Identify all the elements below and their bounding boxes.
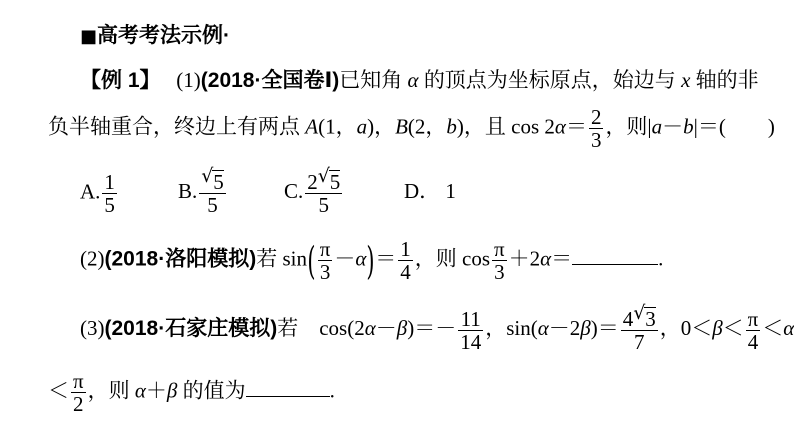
beta-symbol: β [396,315,408,340]
fraction-two-thirds [589,106,604,151]
option-label: B. [178,178,198,203]
option-a-fraction [102,171,117,216]
section-heading [80,25,230,46]
q3-line-2 [48,370,335,415]
fraction-denominator: 5 [199,193,226,216]
fraction-numerator [305,170,342,193]
fraction-denominator: 3 [318,260,333,283]
less-than-sign: ＜ [48,378,69,403]
fraction-numerator: π [319,237,331,261]
beta-symbol: β [166,378,178,403]
fraction-numerator [199,170,226,193]
fraction-numerator: π [73,369,84,393]
plus-sign: ＋ [145,378,167,403]
period: . [658,246,664,271]
var-b: b [683,114,694,139]
var-b: b [446,114,457,139]
q1-text: ，则| [605,114,652,139]
alpha-symbol: α [134,378,146,403]
fraction-denominator: 14 [460,329,482,354]
q3-text: )＝－ [407,315,457,340]
left-paren: ( [307,238,316,283]
q1-text: 已知角 [339,68,408,92]
sqrt-icon [633,307,656,330]
fraction-pi-over-3 [318,238,333,283]
q3-text: －2 [548,315,581,340]
q2-source: (2018·洛阳模拟) [104,247,257,271]
equals-sign: ＝ [551,246,573,271]
sqrt-icon [318,170,341,193]
minus-sign: － [375,315,397,340]
fraction-denominator: 4 [400,260,411,285]
right-paren: ) [366,238,375,283]
q1-text: )， [367,114,396,139]
alpha-symbol: α [407,68,419,92]
q3-text: )＝ [590,315,619,340]
equals-sign: ＝ [565,114,587,139]
q3-text: 的值为 [177,378,246,403]
heading-text: 高考考法示例 [97,24,224,47]
less-than-sign: ＜ [762,315,784,340]
var-a: a [356,114,368,139]
fraction-11-14 [458,308,483,353]
point-a: A [305,114,319,139]
option-b-fraction [199,170,226,216]
coefficient: 4 [622,307,634,331]
q3-text: ，sin( [485,315,538,340]
x-symbol: x [681,68,691,92]
fraction-one-fourth [398,238,413,283]
fraction-denominator: 3 [492,260,507,283]
option-label: D． [404,178,441,203]
fraction-numerator [621,307,658,330]
fraction-denominator: 5 [305,193,342,216]
q1-line-1 [80,70,759,91]
q3-line-1 [80,307,794,353]
q3-text: ，0＜ [659,315,713,340]
plus-sign: ＋2 [508,246,541,271]
radicand: 3 [645,307,656,331]
q1-text: (1， [318,114,357,139]
q1-text: 负半轴重合，终边上有两点 [48,114,306,139]
period: . [329,378,335,403]
q1-text: )，且 cos 2 [456,114,555,139]
option-label: A. [80,178,101,203]
fraction-denominator: 3 [590,128,602,153]
fraction-numerator: 2 [590,105,602,129]
option-d [404,178,456,203]
option-b [178,170,284,216]
q1-line-2 [48,106,775,151]
radicand: 5 [213,170,224,194]
alpha-symbol: α [554,114,566,139]
sqrt-icon [201,170,224,193]
fraction-numerator: π [747,306,759,331]
q1-options [80,170,456,216]
alpha-symbol: α [364,315,376,340]
radicand: 5 [329,170,341,194]
var-a: a [651,114,663,139]
minus-sign: － [662,114,684,139]
heading-dot: · [223,24,231,47]
fraction-4root3-over-7 [621,307,658,353]
q1-text: 轴的非 [690,68,759,92]
less-than-sign: ＜ [722,315,744,340]
fraction-pi-over-2 [71,370,86,415]
fraction-pi-over-4 [746,308,761,353]
q1-source: (2018·全国卷Ⅰ) [200,69,340,92]
fraction-denominator: 7 [621,330,658,353]
q3-text: ，则 [87,378,135,403]
option-value: 1 [445,178,456,203]
fraction-denominator: 4 [746,330,761,353]
q1-number: (1) [176,68,201,92]
point-b: B [395,114,408,139]
q2-line [80,238,663,283]
square-bullet-icon: ■ [80,26,98,47]
fraction-numerator: π [494,237,505,261]
q2-text: 若 sin [256,246,307,271]
q1-text: |＝( ) [693,114,775,139]
equals-sign: ＝ [375,246,397,271]
q3-number: (3) [80,315,105,340]
q3-source: (2018·石家庄模拟) [104,316,278,340]
beta-symbol: β [580,315,591,340]
example-label: 【例 1】 [80,69,161,92]
alpha-symbol: α [540,246,552,271]
fraction-numerator: 11 [460,306,481,331]
fraction-pi-over-3 [492,238,507,283]
option-c [284,170,404,216]
q2-text: ，则 cos [414,246,491,271]
q2-number: (2) [80,246,105,271]
answer-blank[interactable] [246,396,330,397]
option-c-fraction [305,170,342,216]
coefficient: 2 [307,170,318,194]
q1-text: (2， [407,114,447,139]
alpha-symbol: α [355,246,367,271]
beta-symbol: β [712,315,723,340]
minus-sign: － [334,246,356,271]
answer-blank[interactable] [572,264,658,265]
option-label: C. [284,178,304,203]
alpha-symbol: α [537,315,549,340]
fraction-numerator: 1 [104,169,115,194]
q1-text: 的顶点为坐标原点，始边与 [418,68,682,92]
fraction-numerator: 1 [400,237,411,261]
option-a [80,171,178,216]
q3-text: 若 cos(2 [277,315,365,340]
alpha-symbol: α [783,315,794,340]
fraction-denominator: 2 [71,392,86,415]
fraction-denominator: 5 [104,192,115,217]
